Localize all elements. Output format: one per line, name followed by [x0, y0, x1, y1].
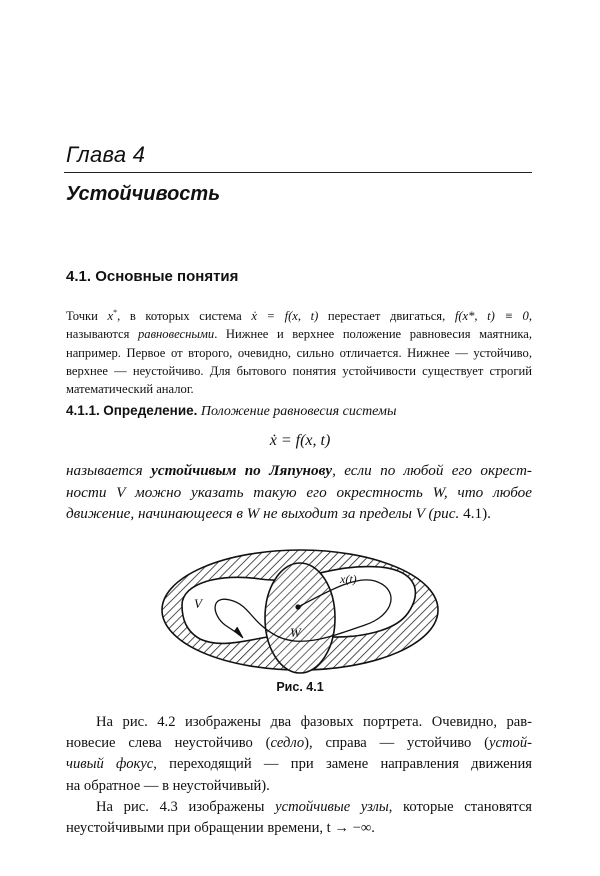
- intro-line-1: Точки x*, в которых система ẋ = f(x, t) перестает двигаться, f(x*, t) ≡ 0,: [66, 308, 532, 324]
- definition-line-2: ности V можно указать такую его окрестность W, что любое: [66, 483, 532, 501]
- intro-line-2: называются равновесными. Нижнее и верхнее положение равновесия маятника,: [66, 327, 532, 342]
- subsection-title: Определение.: [103, 403, 198, 418]
- definition-line-1: называется устойчивым по Ляпунову, если по любой его окрест-: [66, 462, 532, 479]
- nodes-line-2: неустойчивыми при обращении времени, t → −∞.: [66, 820, 375, 837]
- portraits-line-2: новесие слева неустойчиво (седло), справа — устойчиво (устой-: [66, 735, 532, 752]
- intro-line-4: верхнее — неустойчиво. Для бытового понятия устойчивости существует строгий: [66, 363, 532, 378]
- region-v-label: V: [194, 596, 202, 611]
- paragraph-nodes: [66, 797, 532, 839]
- subsection-heading: [66, 403, 396, 420]
- region-w-hatch: [265, 563, 335, 673]
- subsection-lead: Положение равновесия системы: [200, 404, 397, 419]
- section-number: 4.1.: [66, 268, 92, 285]
- stability-figure: [150, 545, 450, 675]
- portraits-line-4: на обратное — в неустойчивый).: [66, 777, 270, 794]
- section-heading: [66, 268, 238, 285]
- figure-caption: Рис. 4.1: [276, 680, 324, 694]
- definition-text: [66, 460, 532, 525]
- intro-line-5: математический аналог.: [66, 382, 194, 396]
- intro-paragraph: [66, 304, 532, 398]
- definition-line-3: движение, начинающееся в W не выходит за пределы V (рис. 4.1).: [66, 505, 491, 522]
- portraits-line-3: чивый фокус, переходящий — при замене направления движения: [66, 756, 532, 773]
- region-w-label: W: [290, 625, 301, 640]
- chapter-label: Глава 4: [66, 142, 146, 167]
- portraits-line-1: На рис. 4.2 изображены два фазовых портрета. Очевидно, рав-: [96, 714, 532, 730]
- subsection-number: 4.1.1.: [66, 403, 100, 418]
- system-formula: ẋ = f(x, t): [269, 432, 331, 449]
- section-title: Основные понятия: [95, 268, 239, 285]
- chapter-title: Устойчивость: [66, 183, 221, 205]
- trajectory-label: x(t): [340, 572, 357, 586]
- nodes-line-1: На рис. 4.3 изображены устойчивые узлы, которые становятся: [96, 799, 532, 815]
- chapter-divider: [64, 172, 532, 173]
- intro-line-3: например. Первое от второго, очевидно, сильно отличается. Нижнее — устойчиво,: [66, 345, 532, 360]
- equilibrium-point: [295, 604, 300, 609]
- paragraph-portraits: [66, 712, 532, 797]
